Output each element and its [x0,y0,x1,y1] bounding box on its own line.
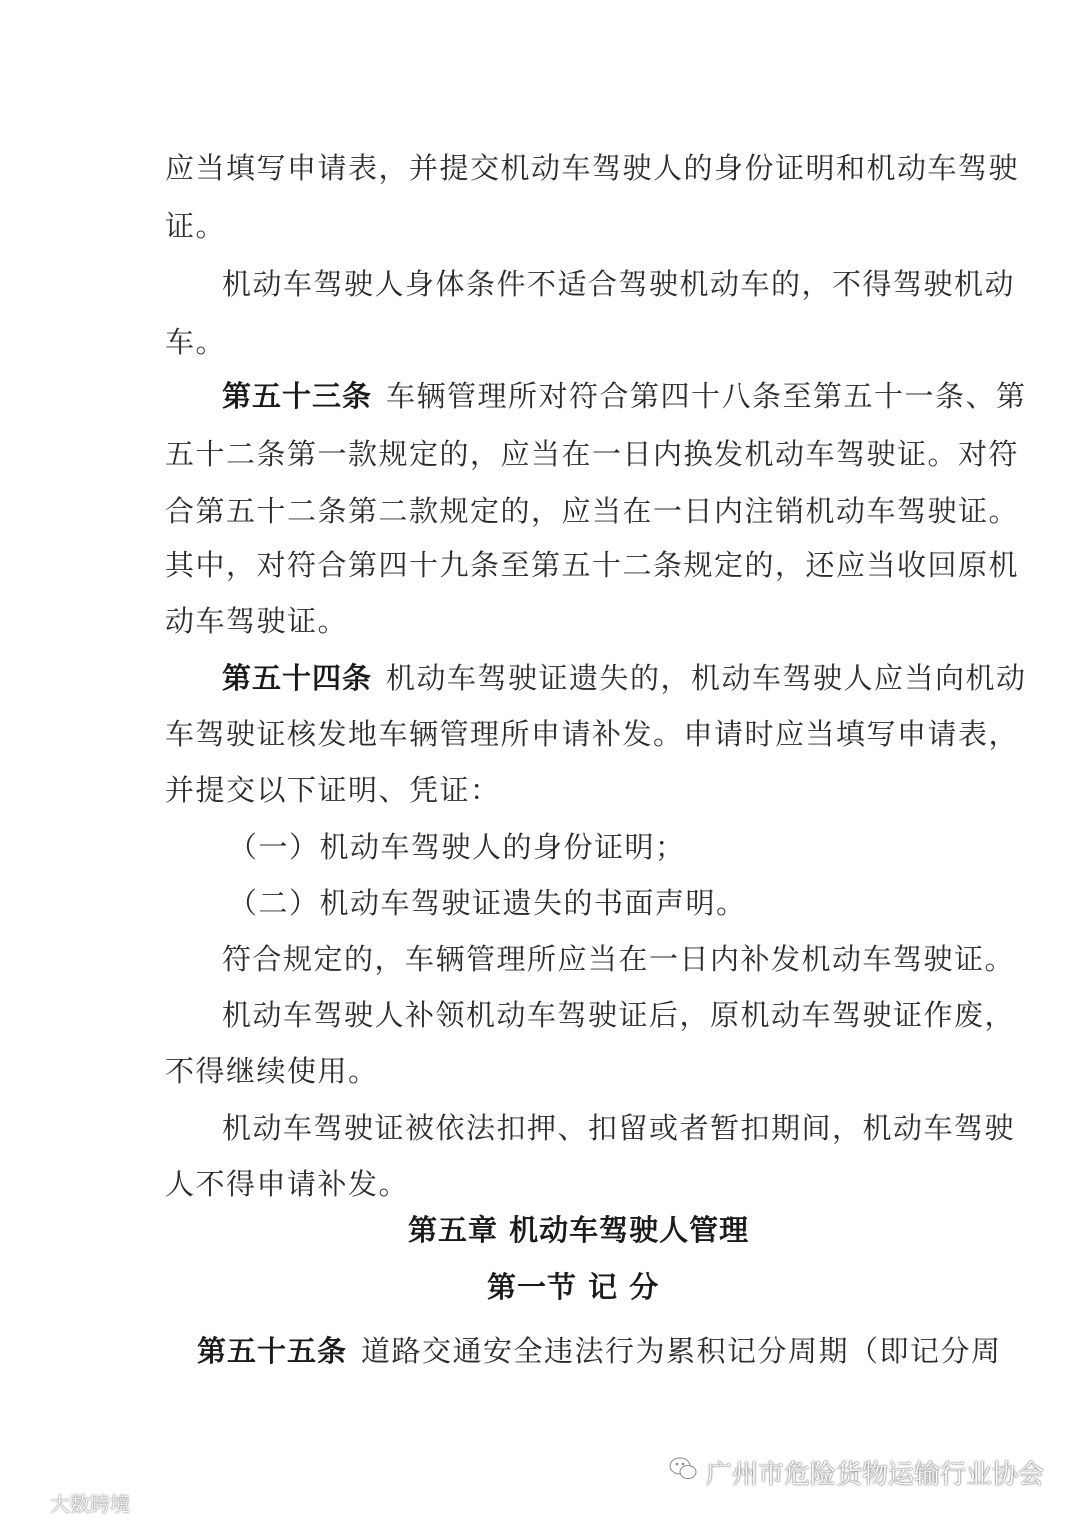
paragraph-line: 其中，对符合第四十九条至第五十二条规定的，还应当收回原机 [165,548,1020,582]
article-55-text: 道路交通安全违法行为累积记分周期（即记分周 [361,1334,1002,1368]
article-54-text: 机动车驾驶证遗失的，机动车驾驶人应当向机动 [386,661,1027,695]
paragraph-line: 不得继续使用。 [165,1054,379,1088]
paragraph-line: 机动车驾驶人身体条件不适合驾驶机动车的，不得驾驶机动 [222,267,1016,301]
watermark-left-text: 大数跨境 [50,1492,130,1516]
paragraph-line: 并提交以下证明、凭证： [165,773,501,807]
paragraph-line: 机动车驾驶人补领机动车驾驶证后，原机动车驾驶证作废， [222,998,1016,1032]
article-53-line [222,378,1027,414]
paragraph-line: 机动车驾驶证被依法扣押、扣留或者暂扣期间，机动车驾驶 [222,1111,1016,1145]
watermark-right-text: 广州市危险货物运输行业协会 [706,1460,1045,1490]
section-heading: 第一节 记 分 [487,1270,660,1304]
watermark-left [8,1488,130,1517]
paragraph-line: 车驾驶证核发地车辆管理所申请补发。申请时应当填写申请表， [165,717,1020,751]
list-item: （一）机动车驾驶人的身份证明； [228,830,686,864]
paragraph-line: 符合规定的，车辆管理所应当在一日内补发机动车驾驶证。 [222,942,1016,976]
article-54-line [222,660,1027,696]
paragraph-line: 动车驾驶证。 [165,604,349,638]
list-item: （二）机动车驾驶证遗失的书面声明。 [228,886,747,920]
article-53-text: 车辆管理所对符合第四十八条至第五十一条、第 [386,379,1027,413]
chapter-heading: 第五章 机动车驾驶人管理 [408,1213,750,1247]
paragraph-line: 合第五十二条第二款规定的，应当在一日内注销机动车驾驶证。 [165,494,1020,528]
watermark-right [668,1454,1044,1491]
article-55-heading: 第五十五条 [197,1334,348,1368]
paragraph-line: 证。 [165,209,227,243]
article-55-line [197,1333,1002,1369]
article-53-heading: 第五十三条 [222,379,373,413]
wechat-logo-icon [668,1455,698,1490]
paragraph-line: 五十二条第一款规定的，应当在一日内换发机动车驾驶证。对符 [165,437,1020,471]
article-54-heading: 第五十四条 [222,661,373,695]
weibo-style-logo-icon [8,1488,46,1517]
paragraph-line: 应当填写申请表，并提交机动车驾驶人的身份证明和机动车驾驶 [165,151,1020,185]
paragraph-line: 车。 [165,325,227,359]
paragraph-line: 人不得申请补发。 [165,1167,410,1201]
